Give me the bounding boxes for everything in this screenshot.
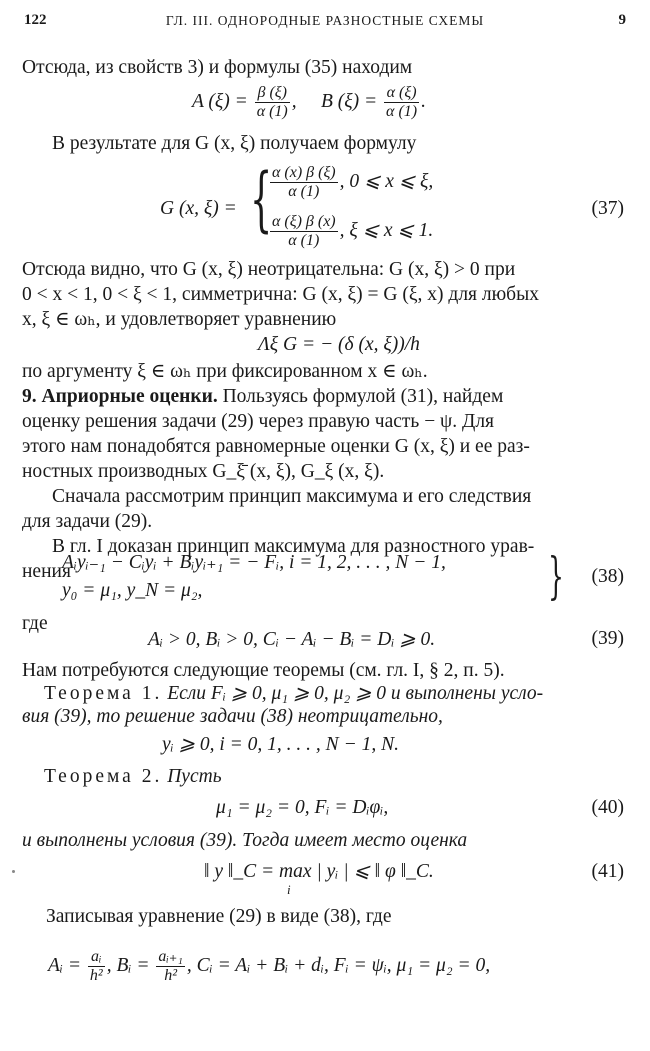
running-title: ГЛ. III. ОДНОРОДНЫЕ РАЗНОСТНЫЕ СХЕМЫ (165, 13, 485, 28)
eq37-case2 (268, 213, 433, 250)
paragraph-line: Сначала рассмотрим принцип максимума и его следствия (52, 486, 532, 507)
paragraph-line: где (22, 613, 48, 634)
paragraph-line: Отсюда видно, что G (x, ξ) неотрицательна: G (x, ξ) > 0 при (22, 259, 516, 280)
coef-a-lhs: Aᵢ = (48, 954, 82, 976)
theorem-label: Теорема 1. (44, 683, 163, 704)
running-header (24, 12, 626, 34)
paragraph-line: В результате для G (x, ξ) получаем формулу (52, 133, 417, 154)
paragraph-line: по аргументу ξ ∈ ωₕ при фиксированном x ∈ ωₕ. (22, 361, 428, 382)
equation-number: (41) (591, 861, 624, 882)
eq37-lhs: G (x, ξ) = (160, 198, 237, 219)
paragraph-line: Записывая уравнение (29) в виде (38), где (46, 906, 392, 927)
fraction-denominator: α (1) (288, 232, 320, 249)
fraction-denominator: h² (89, 967, 103, 984)
section-heading: 9. Априорные оценки. (22, 386, 218, 407)
fraction-denominator: h² (164, 967, 178, 984)
left-brace: { (250, 158, 273, 240)
equation-number: (39) (591, 628, 624, 649)
equation-40: μ₁ = μ₂ = 0, Fᵢ = Dᵢφᵢ, (216, 797, 389, 818)
fraction-b (384, 84, 419, 121)
page-number: 122 (24, 12, 47, 28)
equation-number: (38) (591, 566, 624, 587)
print-speck (12, 870, 15, 873)
paragraph-line: Отсюда, из свойств 3) и формулы (35) находим (22, 57, 413, 78)
coef-b-lhs: , Bᵢ = (106, 954, 150, 976)
eq-b-lhs: B (ξ) = (321, 90, 378, 112)
theorem-label: Теорема 2. (44, 766, 163, 787)
fraction-case2 (270, 213, 338, 250)
fraction-numerator: α (ξ) (384, 84, 419, 103)
equation-lambda: Λξ G = − (δ (x, ξ))/h (258, 334, 420, 355)
signature-mark: 9 (618, 12, 626, 28)
theorem-text: Пусть (162, 766, 222, 787)
fraction-numerator: α (x) β (ξ) (272, 164, 336, 181)
coef-rest: , Cᵢ = Aᵢ + Bᵢ + dᵢ, Fᵢ = ψᵢ, μ₁ = μ₂ = 0, (186, 954, 491, 976)
equation-number: (40) (591, 797, 624, 818)
case2-condition: , ξ ⩽ x ⩽ 1. (339, 219, 434, 241)
equation-a-b (192, 84, 426, 121)
paragraph-line: вия (39), то решение задачи (38) неотрицательно, (22, 706, 443, 727)
eq-a-lhs: A (ξ) = (192, 90, 248, 112)
fraction-denominator: α (1) (386, 103, 418, 120)
right-brace: } (548, 547, 564, 605)
paragraph-line: оценку решения задачи (29) через правую часть − ψ. Для (22, 411, 495, 432)
paragraph-line: x, ξ ∈ ωₕ, и удовлетворяет уравнению (22, 309, 337, 330)
theorem-text: Если Fᵢ ⩾ 0, μ₁ ⩾ 0, μ₂ ⩾ 0 и выполнены усло- (162, 683, 544, 704)
paragraph-line: В гл. I доказан принцип максимума для разностного урав- (52, 536, 535, 557)
fraction-a (255, 84, 290, 121)
fraction-denominator: α (1) (256, 103, 288, 120)
max-subscript: i (287, 882, 291, 897)
equation-theorem-1: yᵢ ⩾ 0, i = 0, 1, . . . , N − 1, N. (162, 734, 399, 755)
fraction-numerator: aᵢ (88, 948, 105, 967)
fraction-numerator: α (ξ) β (x) (272, 213, 336, 230)
paragraph-line: этого нам понадобятся равномерные оценки G (x, ξ) и ее раз- (22, 436, 530, 457)
paragraph-line: 0 < x < 1, 0 < ξ < 1, симметрична: G (x, ξ) = G (ξ, x) для любых (22, 284, 539, 305)
fraction-case1 (270, 164, 338, 201)
section-9-line (22, 385, 626, 409)
section-text: Пользуясь формулой (31), найдем (217, 386, 504, 407)
theorem-2-line (44, 765, 626, 789)
equation-39: Aᵢ > 0, Bᵢ > 0, Cᵢ − Aᵢ − Bᵢ = Dᵢ ⩾ 0. (148, 629, 436, 650)
paragraph-line: Нам потребуются следующие теоремы (см. гл. I, § 2, п. 5). (22, 660, 505, 681)
fraction-a-coef (88, 948, 105, 985)
fraction-numerator: β (ξ) (255, 84, 290, 103)
eq38-line1: Aᵢyᵢ₋₁ − Cᵢyᵢ + Bᵢyᵢ₊₁ = − Fᵢ, i = 1, 2, . . . , N − 1, (62, 552, 446, 573)
case1-condition: , 0 ⩽ x ⩽ ξ, (339, 170, 434, 192)
eq-end: . (421, 90, 426, 112)
paragraph-line: и выполнены условия (39). Тогда имеет место оценка (22, 830, 468, 851)
eq38-line2: y₀ = μ₁, y_N = μ₂, (62, 580, 203, 601)
paragraph-line: для задачи (29). (22, 511, 153, 532)
eq-separator: , (291, 90, 297, 112)
theorem-1-line (44, 682, 626, 706)
paragraph-line: нения (22, 561, 71, 582)
equation-coefficients (48, 948, 490, 985)
fraction-b-coef (156, 948, 185, 985)
equation-number: (37) (591, 198, 624, 219)
paragraph-line: ностных производных G_ξ̄ (x, ξ), G_ξ (x, ξ). (22, 461, 385, 482)
eq37-case1 (268, 164, 433, 201)
equation-41: ‖ y ‖_C = max | yᵢ | ⩽ ‖ φ ‖_C. (204, 861, 434, 882)
fraction-denominator: α (1) (288, 183, 320, 200)
fraction-numerator: aᵢ₊₁ (158, 948, 183, 965)
